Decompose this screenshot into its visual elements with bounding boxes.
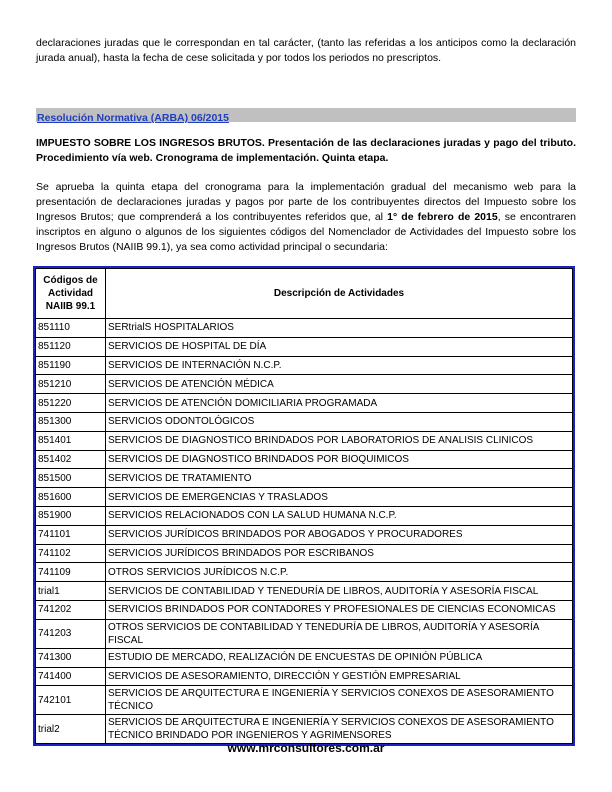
table-row: [36, 356, 573, 375]
intro-paragraph: declaraciones juradas que le correspondan en tal carácter, (tanto las referidas a los anticipos como la declaración jurada anual), hasta la fecha de cese solicitada y por todos los periodos no prescriptos.: [36, 37, 576, 64]
activities-table: [35, 268, 573, 744]
activity-description: SERVICIOS DE ATENCIÓN MÉDICA: [106, 375, 573, 394]
activity-code: 741202: [36, 600, 106, 619]
activity-description: SERVICIOS DE TRATAMIENTO: [106, 469, 573, 488]
header-description: Descripción de Actividades: [106, 269, 573, 319]
activity-description: SERVICIOS ODONTOLÓGICOS: [106, 412, 573, 431]
footer-website: www.mrconsultores.com.ar: [227, 741, 385, 755]
activity-description: SERtrialS HOSPITALARIOS: [106, 319, 573, 338]
activity-description: SERVICIOS BRINDADOS POR CONTADORES Y PROFESIONALES DE CIENCIAS ECONOMICAS: [106, 600, 573, 619]
activity-description: SERVICIOS DE ARQUITECTURA E INGENIERÍA Y SERVICIOS CONEXOS DE ASESORAMIENTO TÉCNICO: [106, 686, 573, 715]
table-row: [36, 544, 573, 563]
activity-description: SERVICIOS DE CONTABILIDAD Y TENEDURÍA DE LIBROS, AUDITORÍA Y ASESORÍA FISCAL: [106, 582, 573, 601]
activity-code: 741203: [36, 619, 106, 648]
activity-description: SERVICIOS DE ATENCIÓN DOMICILIARIA PROGRAMADA: [106, 394, 573, 413]
table-row: [36, 686, 573, 715]
activity-code: trial2: [36, 715, 106, 744]
activity-code: 851401: [36, 431, 106, 450]
resolution-title: IMPUESTO SOBRE LOS INGRESOS BRUTOS. Presentación de las declaraciones juradas y pago del tributo. Procedimiento vía web. Cronograma de implementación. Quinta etapa.: [36, 137, 576, 164]
activity-code: 851120: [36, 337, 106, 356]
table-row: [36, 488, 573, 507]
activity-code: 851110: [36, 319, 106, 338]
table-row: [36, 375, 573, 394]
activity-description: SERVICIOS JURÍDICOS BRINDADOS POR ABOGADOS Y PROCURADORES: [106, 525, 573, 544]
table-row: [36, 450, 573, 469]
table-header-row: [36, 269, 573, 319]
body-text-before: Se aprueba la quinta etapa del cronograma para la implementación gradual del mecanismo web para la presentación de declaraciones juradas y pagos por parte de los contribuyentes directos del Impuesto sobre los Ingresos Brutos; que comprenderá a los contribuyentes referidos que, al: [36, 181, 576, 223]
table-row: [36, 563, 573, 582]
table-row: [36, 648, 573, 667]
body-text-after: , se encontraren inscriptos en alguno o algunos de los siguientes códigos del Nomenclador de Actividades del Impuesto sobre los Ingresos Brutos (NAIIB 99.1), ya sea como actividad principal o secundaria:: [36, 211, 576, 253]
header-code: Códigos de Actividad NAIIB 99.1: [36, 269, 106, 319]
activity-description: SERVICIOS DE ARQUITECTURA E INGENIERÍA Y SERVICIOS CONEXOS DE ASESORAMIENTO TÉCNICO BRINDADO POR INGENIEROS Y AGRIMENSORES: [106, 715, 573, 744]
table-row: [36, 525, 573, 544]
table-row: [36, 715, 573, 744]
activities-table-frame: [33, 266, 575, 746]
activity-description: OTROS SERVICIOS JURÍDICOS N.C.P.: [106, 563, 573, 582]
table-row: [36, 394, 573, 413]
activity-description: SERVICIOS DE EMERGENCIAS Y TRASLADOS: [106, 488, 573, 507]
activity-code: 851220: [36, 394, 106, 413]
activity-description: SERVICIOS DE DIAGNOSTICO BRINDADOS POR LABORATORIOS DE ANALISIS CLINICOS: [106, 431, 573, 450]
activity-code: trial1: [36, 582, 106, 601]
table-body: [36, 319, 573, 744]
table-row: [36, 337, 573, 356]
activity-code: 851900: [36, 506, 106, 525]
activity-description: SERVICIOS JURÍDICOS BRINDADOS POR ESCRIBANOS: [106, 544, 573, 563]
activity-description: SERVICIOS DE INTERNACIÓN N.C.P.: [106, 356, 573, 375]
activity-description: OTROS SERVICIOS DE CONTABILIDAD Y TENEDURÍA DE LIBROS, AUDITORÍA Y ASESORÍA FISCAL: [106, 619, 573, 648]
table-row: [36, 506, 573, 525]
activity-code: 851190: [36, 356, 106, 375]
table-row: [36, 319, 573, 338]
activity-code: 851402: [36, 450, 106, 469]
activity-code: 851210: [36, 375, 106, 394]
table-row: [36, 600, 573, 619]
table-row: [36, 469, 573, 488]
activity-code: 741300: [36, 648, 106, 667]
activity-description: SERVICIOS DE ASESORAMIENTO, DIRECCIÓN Y GESTIÓN EMPRESARIAL: [106, 667, 573, 686]
activity-code: 741102: [36, 544, 106, 563]
table-row: [36, 431, 573, 450]
resolution-body: [36, 180, 576, 255]
table-row: [36, 582, 573, 601]
activity-description: SERVICIOS DE DIAGNOSTICO BRINDADOS POR BIOQUIMICOS: [106, 450, 573, 469]
activity-code: 741101: [36, 525, 106, 544]
activity-code: 851300: [36, 412, 106, 431]
table-row: [36, 412, 573, 431]
activity-description: SERVICIOS DE HOSPITAL DE DÍA: [106, 337, 573, 356]
activity-code: 742101: [36, 686, 106, 715]
resolution-heading-link[interactable]: Resolución Normativa (ARBA) 06/2015: [37, 112, 229, 124]
table-row: [36, 667, 573, 686]
activity-code: 851500: [36, 469, 106, 488]
activity-code: 741400: [36, 667, 106, 686]
table-row: [36, 619, 573, 648]
activity-code: 851600: [36, 488, 106, 507]
activity-description: ESTUDIO DE MERCADO, REALIZACIÓN DE ENCUESTAS DE OPINIÓN PÚBLICA: [106, 648, 573, 667]
activity-description: SERVICIOS RELACIONADOS CON LA SALUD HUMANA N.C.P.: [106, 506, 573, 525]
activity-code: 741109: [36, 563, 106, 582]
heading-bar: [36, 108, 576, 122]
body-date: 1° de febrero de 2015: [387, 211, 498, 223]
